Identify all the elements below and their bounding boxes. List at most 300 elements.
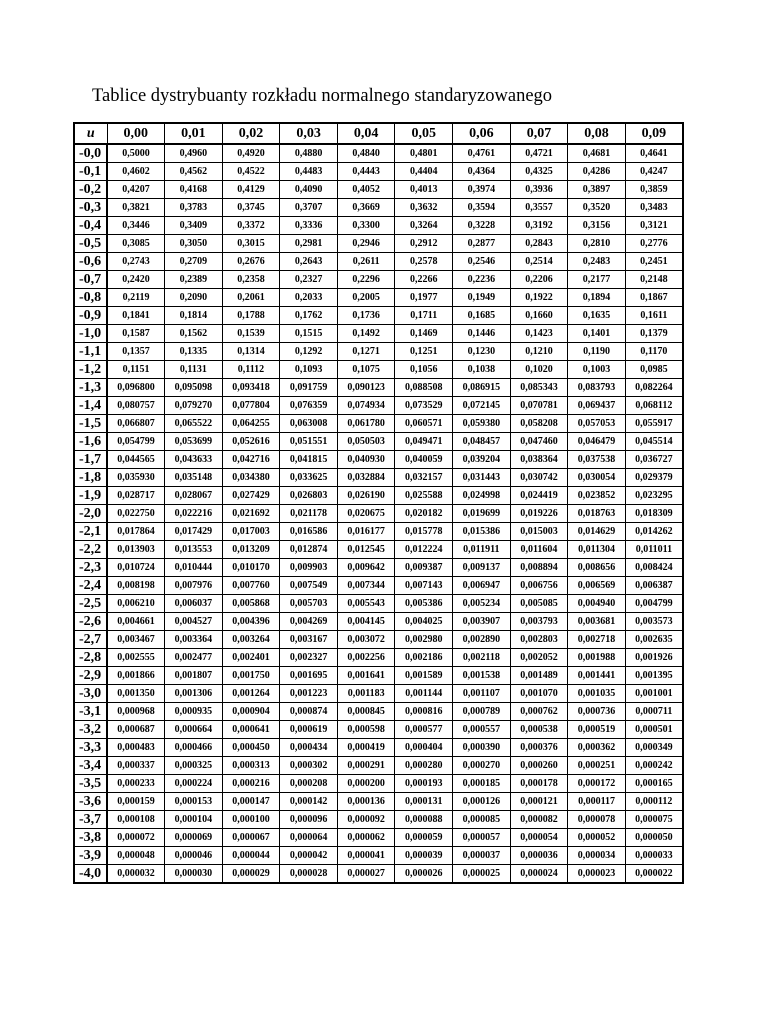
row-label-u: -0,6 bbox=[74, 253, 107, 271]
table-cell: 0,002980 bbox=[395, 631, 453, 649]
row-label-u: -3,4 bbox=[74, 757, 107, 775]
table-cell: 0,000092 bbox=[337, 811, 395, 829]
table-cell: 0,002477 bbox=[165, 649, 223, 667]
table-cell: 0,000224 bbox=[165, 775, 223, 793]
table-cell: 0,000376 bbox=[510, 739, 568, 757]
table-cell: 0,000450 bbox=[222, 739, 280, 757]
table-cell: 0,000025 bbox=[453, 865, 511, 884]
table-cell: 0,000108 bbox=[107, 811, 165, 829]
row-label-u: -0,5 bbox=[74, 235, 107, 253]
table-cell: 0,2912 bbox=[395, 235, 453, 253]
row-label-u: -2,1 bbox=[74, 523, 107, 541]
table-cell: 0,1151 bbox=[107, 361, 165, 379]
table-cell: 0,000434 bbox=[280, 739, 338, 757]
table-cell: 0,4522 bbox=[222, 163, 280, 181]
table-cell: 0,3669 bbox=[337, 199, 395, 217]
table-cell: 0,000538 bbox=[510, 721, 568, 739]
row-label-u: -2,4 bbox=[74, 577, 107, 595]
table-cell: 0,3336 bbox=[280, 217, 338, 235]
table-cell: 0,037538 bbox=[568, 451, 626, 469]
table-cell: 0,040930 bbox=[337, 451, 395, 469]
table-cell: 0,091759 bbox=[280, 379, 338, 397]
column-header-u: u bbox=[74, 123, 107, 144]
table-row bbox=[74, 739, 683, 757]
table-cell: 0,3300 bbox=[337, 217, 395, 235]
table-cell: 0,000023 bbox=[568, 865, 626, 884]
table-cell: 0,019699 bbox=[453, 505, 511, 523]
table-cell: 0,003681 bbox=[568, 613, 626, 631]
table-row bbox=[74, 451, 683, 469]
table-row bbox=[74, 721, 683, 739]
table-cell: 0,001070 bbox=[510, 685, 568, 703]
row-label-u: -0,4 bbox=[74, 217, 107, 235]
table-cell: 0,080757 bbox=[107, 397, 165, 415]
table-cell: 0,000404 bbox=[395, 739, 453, 757]
table-cell: 0,064255 bbox=[222, 415, 280, 433]
column-header: 0,04 bbox=[337, 123, 395, 144]
table-cell: 0,000096 bbox=[280, 811, 338, 829]
table-row bbox=[74, 235, 683, 253]
table-cell: 0,001223 bbox=[280, 685, 338, 703]
table-cell: 0,1611 bbox=[625, 307, 683, 325]
column-header: 0,08 bbox=[568, 123, 626, 144]
table-cell: 0,000233 bbox=[107, 775, 165, 793]
table-cell: 0,4404 bbox=[395, 163, 453, 181]
table-cell: 0,007976 bbox=[165, 577, 223, 595]
table-cell: 0,000968 bbox=[107, 703, 165, 721]
row-label-u: -3,1 bbox=[74, 703, 107, 721]
table-cell: 0,000598 bbox=[337, 721, 395, 739]
row-label-u: -1,0 bbox=[74, 325, 107, 343]
table-cell: 0,013903 bbox=[107, 541, 165, 559]
table-cell: 0,2578 bbox=[395, 253, 453, 271]
table-cell: 0,1020 bbox=[510, 361, 568, 379]
table-cell: 0,1056 bbox=[395, 361, 453, 379]
table-cell: 0,3015 bbox=[222, 235, 280, 253]
table-cell: 0,061780 bbox=[337, 415, 395, 433]
column-header: 0,02 bbox=[222, 123, 280, 144]
table-cell: 0,2843 bbox=[510, 235, 568, 253]
table-cell: 0,3859 bbox=[625, 181, 683, 199]
table-cell: 0,054799 bbox=[107, 433, 165, 451]
table-cell: 0,006756 bbox=[510, 577, 568, 595]
table-cell: 0,003167 bbox=[280, 631, 338, 649]
table-cell: 0,000762 bbox=[510, 703, 568, 721]
table-cell: 0,000121 bbox=[510, 793, 568, 811]
table-cell: 0,001001 bbox=[625, 685, 683, 703]
table-cell: 0,000117 bbox=[568, 793, 626, 811]
table-cell: 0,1379 bbox=[625, 325, 683, 343]
table-cell: 0,050503 bbox=[337, 433, 395, 451]
table-cell: 0,088508 bbox=[395, 379, 453, 397]
table-cell: 0,1922 bbox=[510, 289, 568, 307]
table-cell: 0,000390 bbox=[453, 739, 511, 757]
table-cell: 0,012224 bbox=[395, 541, 453, 559]
table-cell: 0,070781 bbox=[510, 397, 568, 415]
table-cell: 0,030742 bbox=[510, 469, 568, 487]
table-cell: 0,053699 bbox=[165, 433, 223, 451]
table-cell: 0,1251 bbox=[395, 343, 453, 361]
table-cell: 0,000216 bbox=[222, 775, 280, 793]
table-cell: 0,072145 bbox=[453, 397, 511, 415]
table-cell: 0,000362 bbox=[568, 739, 626, 757]
table-cell: 0,1711 bbox=[395, 307, 453, 325]
table-cell: 0,003467 bbox=[107, 631, 165, 649]
table-cell: 0,1841 bbox=[107, 307, 165, 325]
table-cell: 0,001306 bbox=[165, 685, 223, 703]
table-cell: 0,000251 bbox=[568, 757, 626, 775]
table-cell: 0,2061 bbox=[222, 289, 280, 307]
table-row bbox=[74, 775, 683, 793]
table-cell: 0,3745 bbox=[222, 199, 280, 217]
row-label-u: -3,6 bbox=[74, 793, 107, 811]
row-label-u: -2,9 bbox=[74, 667, 107, 685]
table-cell: 0,1469 bbox=[395, 325, 453, 343]
table-cell: 0,029379 bbox=[625, 469, 683, 487]
table-cell: 0,000036 bbox=[510, 847, 568, 865]
table-cell: 0,020182 bbox=[395, 505, 453, 523]
table-cell: 0,000136 bbox=[337, 793, 395, 811]
table-cell: 0,023295 bbox=[625, 487, 683, 505]
table-cell: 0,004025 bbox=[395, 613, 453, 631]
table-cell: 0,043633 bbox=[165, 451, 223, 469]
table-cell: 0,4168 bbox=[165, 181, 223, 199]
table-cell: 0,000064 bbox=[280, 829, 338, 847]
row-label-u: -3,5 bbox=[74, 775, 107, 793]
table-cell: 0,000193 bbox=[395, 775, 453, 793]
table-cell: 0,1788 bbox=[222, 307, 280, 325]
table-cell: 0,000242 bbox=[625, 757, 683, 775]
table-cell: 0,4364 bbox=[453, 163, 511, 181]
column-header: 0,00 bbox=[107, 123, 165, 144]
table-cell: 0,3594 bbox=[453, 199, 511, 217]
table-cell: 0,2546 bbox=[453, 253, 511, 271]
table-cell: 0,1949 bbox=[453, 289, 511, 307]
table-cell: 0,4286 bbox=[568, 163, 626, 181]
header-row bbox=[74, 123, 683, 144]
table-cell: 0,000935 bbox=[165, 703, 223, 721]
table-cell: 0,049471 bbox=[395, 433, 453, 451]
row-label-u: -2,3 bbox=[74, 559, 107, 577]
row-label-u: -3,8 bbox=[74, 829, 107, 847]
table-cell: 0,073529 bbox=[395, 397, 453, 415]
table-cell: 0,001107 bbox=[453, 685, 511, 703]
row-label-u: -2,2 bbox=[74, 541, 107, 559]
table-cell: 0,1210 bbox=[510, 343, 568, 361]
table-cell: 0,008424 bbox=[625, 559, 683, 577]
table-cell: 0,047460 bbox=[510, 433, 568, 451]
table-cell: 0,2119 bbox=[107, 289, 165, 307]
table-cell: 0,4880 bbox=[280, 144, 338, 163]
table-cell: 0,000270 bbox=[453, 757, 511, 775]
table-cell: 0,055917 bbox=[625, 415, 683, 433]
table-cell: 0,000126 bbox=[453, 793, 511, 811]
table-cell: 0,000024 bbox=[510, 865, 568, 884]
table-cell: 0,001538 bbox=[453, 667, 511, 685]
table-cell: 0,1562 bbox=[165, 325, 223, 343]
table-cell: 0,008894 bbox=[510, 559, 568, 577]
table-cell: 0,009642 bbox=[337, 559, 395, 577]
table-cell: 0,1635 bbox=[568, 307, 626, 325]
row-label-u: -3,3 bbox=[74, 739, 107, 757]
table-cell: 0,001441 bbox=[568, 667, 626, 685]
table-cell: 0,000789 bbox=[453, 703, 511, 721]
table-cell: 0,1515 bbox=[280, 325, 338, 343]
table-cell: 0,000039 bbox=[395, 847, 453, 865]
table-row bbox=[74, 181, 683, 199]
table-cell: 0,4247 bbox=[625, 163, 683, 181]
table-cell: 0,065522 bbox=[165, 415, 223, 433]
table-cell: 0,1867 bbox=[625, 289, 683, 307]
table-cell: 0,1894 bbox=[568, 289, 626, 307]
table-cell: 0,076359 bbox=[280, 397, 338, 415]
table-cell: 0,074934 bbox=[337, 397, 395, 415]
table-cell: 0,012874 bbox=[280, 541, 338, 559]
table-cell: 0,042716 bbox=[222, 451, 280, 469]
table-cell: 0,025588 bbox=[395, 487, 453, 505]
table-cell: 0,2810 bbox=[568, 235, 626, 253]
table-cell: 0,1003 bbox=[568, 361, 626, 379]
table-row bbox=[74, 703, 683, 721]
table-cell: 0,1131 bbox=[165, 361, 223, 379]
table-cell: 0,000736 bbox=[568, 703, 626, 721]
table-cell: 0,022216 bbox=[165, 505, 223, 523]
table-cell: 0,4761 bbox=[453, 144, 511, 163]
table-cell: 0,3192 bbox=[510, 217, 568, 235]
table-cell: 0,4090 bbox=[280, 181, 338, 199]
table-cell: 0,031443 bbox=[453, 469, 511, 487]
table-cell: 0,3632 bbox=[395, 199, 453, 217]
row-label-u: -3,0 bbox=[74, 685, 107, 703]
table-cell: 0,003364 bbox=[165, 631, 223, 649]
table-cell: 0,2611 bbox=[337, 253, 395, 271]
row-label-u: -1,9 bbox=[74, 487, 107, 505]
table-row bbox=[74, 559, 683, 577]
table-cell: 0,030054 bbox=[568, 469, 626, 487]
table-cell: 0,015778 bbox=[395, 523, 453, 541]
table-cell: 0,000042 bbox=[280, 847, 338, 865]
table-cell: 0,090123 bbox=[337, 379, 395, 397]
table-cell: 0,000519 bbox=[568, 721, 626, 739]
table-cell: 0,1401 bbox=[568, 325, 626, 343]
table-cell: 0,001395 bbox=[625, 667, 683, 685]
table-cell: 0,003907 bbox=[453, 613, 511, 631]
table-cell: 0,096800 bbox=[107, 379, 165, 397]
table-cell: 0,023852 bbox=[568, 487, 626, 505]
table-cell: 0,010444 bbox=[165, 559, 223, 577]
table-cell: 0,005386 bbox=[395, 595, 453, 613]
table-cell: 0,000557 bbox=[453, 721, 511, 739]
row-label-u: -2,5 bbox=[74, 595, 107, 613]
table-cell: 0,000029 bbox=[222, 865, 280, 884]
table-cell: 0,000034 bbox=[568, 847, 626, 865]
table-cell: 0,041815 bbox=[280, 451, 338, 469]
table-cell: 0,000048 bbox=[107, 847, 165, 865]
row-label-u: -3,7 bbox=[74, 811, 107, 829]
table-cell: 0,2358 bbox=[222, 271, 280, 289]
table-cell: 0,2206 bbox=[510, 271, 568, 289]
table-cell: 0,003793 bbox=[510, 613, 568, 631]
table-cell: 0,2676 bbox=[222, 253, 280, 271]
table-cell: 0,002401 bbox=[222, 649, 280, 667]
table-cell: 0,000641 bbox=[222, 721, 280, 739]
table-cell: 0,015003 bbox=[510, 523, 568, 541]
table-cell: 0,011304 bbox=[568, 541, 626, 559]
table-cell: 0,5000 bbox=[107, 144, 165, 163]
table-cell: 0,066807 bbox=[107, 415, 165, 433]
table-cell: 0,3121 bbox=[625, 217, 683, 235]
table-cell: 0,000131 bbox=[395, 793, 453, 811]
table-cell: 0,000037 bbox=[453, 847, 511, 865]
table-cell: 0,000483 bbox=[107, 739, 165, 757]
table-cell: 0,1271 bbox=[337, 343, 395, 361]
table-cell: 0,1685 bbox=[453, 307, 511, 325]
table-cell: 0,083793 bbox=[568, 379, 626, 397]
table-cell: 0,028067 bbox=[165, 487, 223, 505]
table-cell: 0,027429 bbox=[222, 487, 280, 505]
table-row bbox=[74, 487, 683, 505]
table-cell: 0,016586 bbox=[280, 523, 338, 541]
table-cell: 0,4641 bbox=[625, 144, 683, 163]
table-cell: 0,001866 bbox=[107, 667, 165, 685]
table-row bbox=[74, 505, 683, 523]
table-cell: 0,4562 bbox=[165, 163, 223, 181]
table-cell: 0,002803 bbox=[510, 631, 568, 649]
table-cell: 0,001926 bbox=[625, 649, 683, 667]
table-cell: 0,002555 bbox=[107, 649, 165, 667]
table-cell: 0,4840 bbox=[337, 144, 395, 163]
table-cell: 0,1539 bbox=[222, 325, 280, 343]
table-cell: 0,000067 bbox=[222, 829, 280, 847]
table-cell: 0,004527 bbox=[165, 613, 223, 631]
table-cell: 0,009903 bbox=[280, 559, 338, 577]
table-cell: 0,1814 bbox=[165, 307, 223, 325]
table-cell: 0,011011 bbox=[625, 541, 683, 559]
table-cell: 0,004269 bbox=[280, 613, 338, 631]
column-header: 0,07 bbox=[510, 123, 568, 144]
table-cell: 0,000664 bbox=[165, 721, 223, 739]
table-row bbox=[74, 595, 683, 613]
table-row bbox=[74, 469, 683, 487]
table-cell: 0,1335 bbox=[165, 343, 223, 361]
table-cell: 0,2946 bbox=[337, 235, 395, 253]
table-cell: 0,068112 bbox=[625, 397, 683, 415]
row-label-u: -3,2 bbox=[74, 721, 107, 739]
row-label-u: -1,3 bbox=[74, 379, 107, 397]
table-cell: 0,003573 bbox=[625, 613, 683, 631]
table-cell: 0,000085 bbox=[453, 811, 511, 829]
table-cell: 0,1093 bbox=[280, 361, 338, 379]
table-cell: 0,001641 bbox=[337, 667, 395, 685]
table-cell: 0,3050 bbox=[165, 235, 223, 253]
table-cell: 0,000153 bbox=[165, 793, 223, 811]
table-cell: 0,2451 bbox=[625, 253, 683, 271]
table-cell: 0,000845 bbox=[337, 703, 395, 721]
table-cell: 0,1423 bbox=[510, 325, 568, 343]
column-header: 0,09 bbox=[625, 123, 683, 144]
table-cell: 0,016177 bbox=[337, 523, 395, 541]
row-label-u: -2,6 bbox=[74, 613, 107, 631]
table-cell: 0,010170 bbox=[222, 559, 280, 577]
table-cell: 0,1492 bbox=[337, 325, 395, 343]
table-cell: 0,000022 bbox=[625, 865, 683, 884]
table-cell: 0,3085 bbox=[107, 235, 165, 253]
table-cell: 0,035148 bbox=[165, 469, 223, 487]
table-cell: 0,4052 bbox=[337, 181, 395, 199]
table-row bbox=[74, 217, 683, 235]
table-cell: 0,002186 bbox=[395, 649, 453, 667]
table-cell: 0,011604 bbox=[510, 541, 568, 559]
table-cell: 0,3707 bbox=[280, 199, 338, 217]
column-header: 0,01 bbox=[165, 123, 223, 144]
table-cell: 0,000072 bbox=[107, 829, 165, 847]
table-cell: 0,000687 bbox=[107, 721, 165, 739]
table-cell: 0,095098 bbox=[165, 379, 223, 397]
table-cell: 0,000165 bbox=[625, 775, 683, 793]
table-cell: 0,002118 bbox=[453, 649, 511, 667]
row-label-u: -0,1 bbox=[74, 163, 107, 181]
table-cell: 0,3156 bbox=[568, 217, 626, 235]
table-cell: 0,017003 bbox=[222, 523, 280, 541]
table-cell: 0,000033 bbox=[625, 847, 683, 865]
row-label-u: -2,8 bbox=[74, 649, 107, 667]
row-label-u: -1,7 bbox=[74, 451, 107, 469]
table-cell: 0,014262 bbox=[625, 523, 683, 541]
table-cell: 0,1075 bbox=[337, 361, 395, 379]
table-cell: 0,1292 bbox=[280, 343, 338, 361]
table-row bbox=[74, 847, 683, 865]
page-title: Tablice dystrybuanty rozkładu normalnego standaryzowanego bbox=[92, 86, 553, 106]
table-cell: 0,000313 bbox=[222, 757, 280, 775]
table-cell: 0,051551 bbox=[280, 433, 338, 451]
table-cell: 0,002052 bbox=[510, 649, 568, 667]
table-cell: 0,000337 bbox=[107, 757, 165, 775]
table-cell: 0,1736 bbox=[337, 307, 395, 325]
table-cell: 0,3446 bbox=[107, 217, 165, 235]
table-cell: 0,000172 bbox=[568, 775, 626, 793]
table-cell: 0,3974 bbox=[453, 181, 511, 199]
table-row bbox=[74, 631, 683, 649]
table-cell: 0,000069 bbox=[165, 829, 223, 847]
table-row bbox=[74, 415, 683, 433]
table-row bbox=[74, 667, 683, 685]
table-cell: 0,000027 bbox=[337, 865, 395, 884]
table-row bbox=[74, 199, 683, 217]
table-cell: 0,039204 bbox=[453, 451, 511, 469]
table-cell: 0,082264 bbox=[625, 379, 683, 397]
table-cell: 0,014629 bbox=[568, 523, 626, 541]
table-cell: 0,020675 bbox=[337, 505, 395, 523]
table-row bbox=[74, 325, 683, 343]
table-cell: 0,000026 bbox=[395, 865, 453, 884]
table-cell: 0,4602 bbox=[107, 163, 165, 181]
table-cell: 0,004940 bbox=[568, 595, 626, 613]
table-cell: 0,008198 bbox=[107, 577, 165, 595]
table-cell: 0,001144 bbox=[395, 685, 453, 703]
table-cell: 0,3783 bbox=[165, 199, 223, 217]
table-row bbox=[74, 397, 683, 415]
table-cell: 0,000874 bbox=[280, 703, 338, 721]
table-cell: 0,032157 bbox=[395, 469, 453, 487]
table-cell: 0,4721 bbox=[510, 144, 568, 163]
table-cell: 0,057053 bbox=[568, 415, 626, 433]
table-cell: 0,024998 bbox=[453, 487, 511, 505]
table-cell: 0,024419 bbox=[510, 487, 568, 505]
table-cell: 0,001589 bbox=[395, 667, 453, 685]
table-cell: 0,000280 bbox=[395, 757, 453, 775]
table-cell: 0,001489 bbox=[510, 667, 568, 685]
table-cell: 0,2148 bbox=[625, 271, 683, 289]
